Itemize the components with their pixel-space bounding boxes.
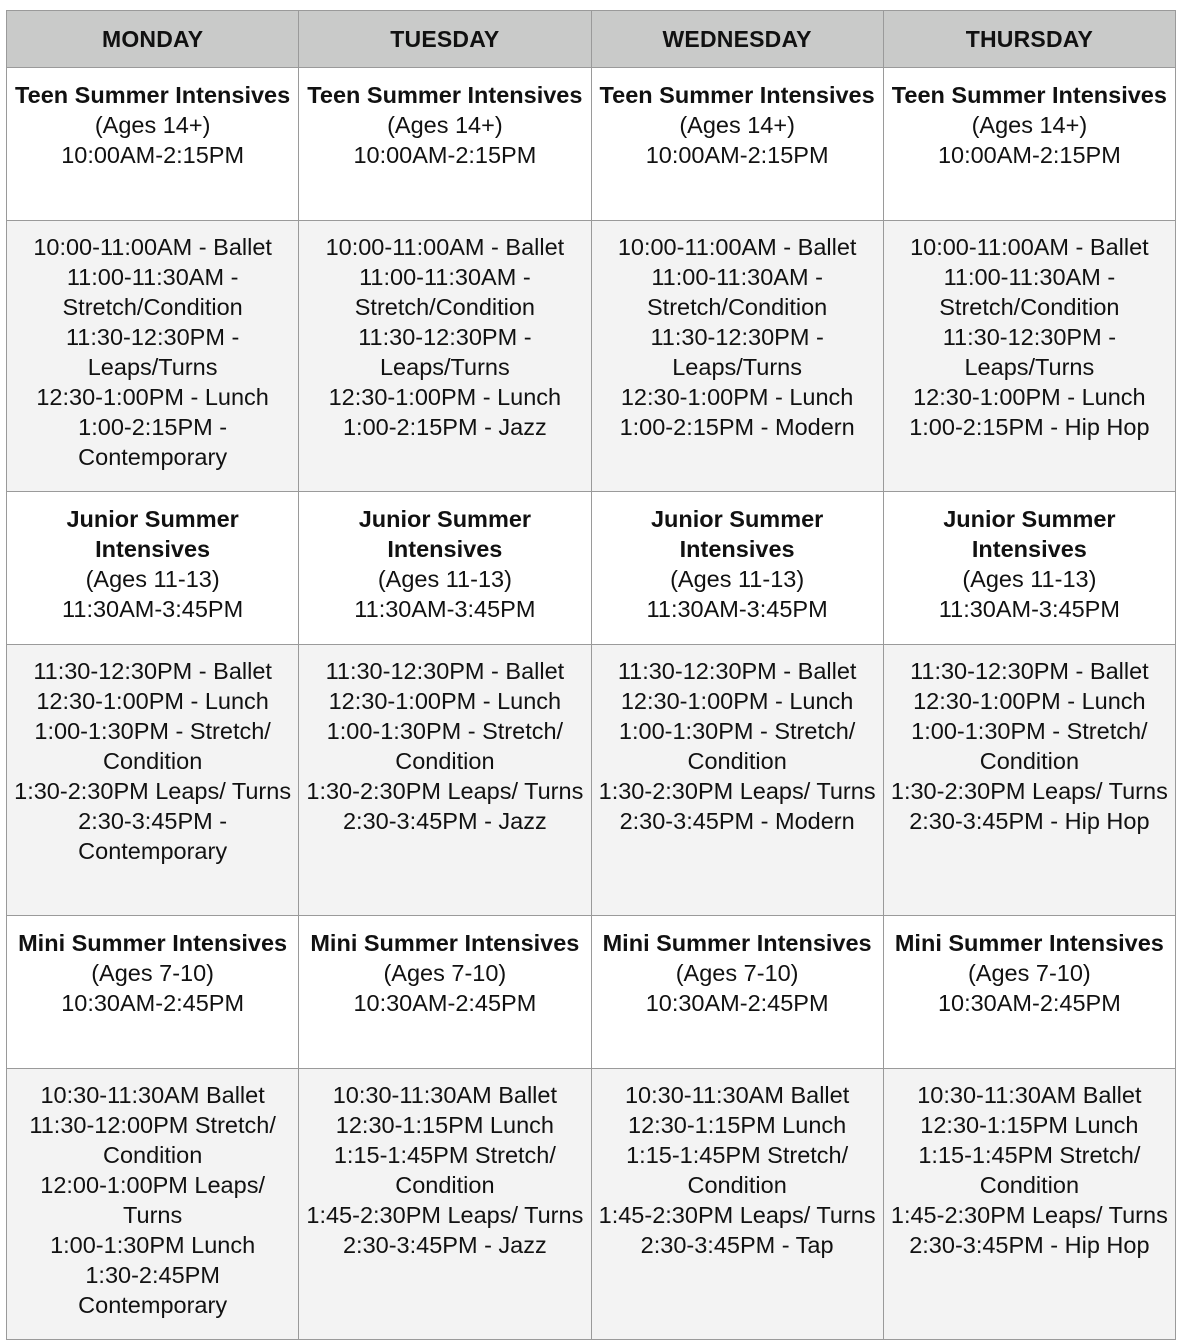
- teen-schedule-cell: [591, 221, 883, 492]
- program-name: Junior Summer Intensives: [650, 506, 824, 562]
- class-slot: 12:30-1:15PM Lunch: [628, 1112, 847, 1138]
- class-slot: 11:30-12:30PM - Ballet: [325, 658, 565, 684]
- program-time: 10:00AM-2:15PM: [353, 142, 537, 168]
- class-slot: 10:00-11:00AM - Ballet: [33, 234, 272, 260]
- class-slot: 2:30-3:45PM - Hip Hop: [909, 808, 1150, 834]
- mini-detail-row: [7, 1069, 1176, 1340]
- weekly-schedule-table: [6, 10, 1176, 1340]
- class-slot: 1:30-2:30PM Leaps/ Turns: [14, 778, 292, 804]
- program-time: 11:30AM-3:45PM: [938, 596, 1120, 622]
- class-slot: 2:30-3:45PM - Jazz: [342, 808, 547, 834]
- mini-program-row: [7, 916, 1176, 1069]
- day-header-row: [7, 11, 1176, 68]
- class-slot: 12:30-1:15PM Lunch: [335, 1112, 554, 1138]
- program-time: 11:30AM-3:45PM: [62, 596, 244, 622]
- class-slot: 11:30-12:00PM Stretch/ Condition: [29, 1112, 276, 1168]
- class-slot: 2:30-3:45PM - Jazz: [342, 1232, 547, 1258]
- class-slot: 10:30-11:30AM Ballet: [917, 1082, 1142, 1108]
- class-slot: 1:00-1:30PM - Stretch/ Condition: [326, 718, 564, 774]
- program-time: 10:30AM-2:45PM: [937, 990, 1121, 1016]
- program-ages: (Ages 7-10): [675, 960, 799, 986]
- program-ages: (Ages 7-10): [383, 960, 507, 986]
- program-name: Teen Summer Intensives: [307, 82, 583, 108]
- class-slot: 11:30-12:30PM - Leaps/Turns: [358, 324, 532, 380]
- junior-schedule-cell: [591, 645, 883, 916]
- junior-program-cell: [299, 492, 591, 645]
- class-slot: 12:30-1:00PM - Lunch: [328, 384, 562, 410]
- teen-schedule-cell: [299, 221, 591, 492]
- program-name: Teen Summer Intensives: [599, 82, 875, 108]
- class-slot: 2:30-3:45PM - Modern: [619, 808, 855, 834]
- class-slot: 10:30-11:30AM Ballet: [40, 1082, 265, 1108]
- program-ages: (Ages 11-13): [85, 566, 220, 592]
- class-slot: 2:30-3:45PM - Contemporary: [78, 808, 228, 864]
- program-ages: (Ages 14+): [387, 112, 503, 138]
- class-slot: 1:30-2:30PM Leaps/ Turns: [598, 778, 876, 804]
- program-ages: (Ages 14+): [679, 112, 795, 138]
- class-slot: 11:00-11:30AM - Stretch/Condition: [62, 264, 243, 320]
- program-name: Junior Summer Intensives: [943, 506, 1116, 562]
- program-time: 10:00AM-2:15PM: [937, 142, 1121, 168]
- program-name: Teen Summer Intensives: [891, 82, 1167, 108]
- teen-program-cell: [883, 68, 1175, 221]
- class-slot: 2:30-3:45PM - Hip Hop: [909, 1232, 1150, 1258]
- class-slot: 12:30-1:15PM Lunch: [920, 1112, 1139, 1138]
- header-tuesday: TUESDAY: [299, 11, 591, 68]
- class-slot: 10:30-11:30AM Ballet: [332, 1082, 557, 1108]
- class-slot: 11:30-12:30PM - Ballet: [617, 658, 857, 684]
- class-slot: 12:30-1:00PM - Lunch: [328, 688, 562, 714]
- class-slot: 11:00-11:30AM - Stretch/Condition: [354, 264, 536, 320]
- mini-program-cell: [883, 916, 1175, 1069]
- class-slot: 1:00-2:15PM - Modern: [619, 414, 855, 440]
- program-name: Mini Summer Intensives: [894, 930, 1164, 956]
- class-slot: 1:30-2:30PM Leaps/ Turns: [306, 778, 584, 804]
- class-slot: 10:30-11:30AM Ballet: [624, 1082, 850, 1108]
- teen-program-cell: [7, 68, 299, 221]
- class-slot: 1:15-1:45PM Stretch/ Condition: [333, 1142, 556, 1198]
- junior-schedule-cell: [7, 645, 299, 916]
- class-slot: 1:00-2:15PM - Hip Hop: [909, 414, 1150, 440]
- header-thursday: THURSDAY: [883, 11, 1175, 68]
- junior-program-cell: [591, 492, 883, 645]
- program-time: 10:30AM-2:45PM: [645, 990, 829, 1016]
- junior-detail-row: [7, 645, 1176, 916]
- teen-program-cell: [299, 68, 591, 221]
- class-slot: 11:30-12:30PM - Ballet: [33, 658, 272, 684]
- program-time: 10:30AM-2:45PM: [61, 990, 245, 1016]
- class-slot: 12:30-1:00PM - Lunch: [620, 688, 854, 714]
- program-ages: (Ages 14+): [971, 112, 1088, 138]
- program-name: Mini Summer Intensives: [18, 930, 288, 956]
- class-slot: 1:00-1:30PM - Stretch/ Condition: [618, 718, 856, 774]
- header-monday: MONDAY: [7, 11, 299, 68]
- program-name: Mini Summer Intensives: [602, 930, 872, 956]
- program-time: 11:30AM-3:45PM: [354, 596, 536, 622]
- class-slot: 2:30-3:45PM - Tap: [640, 1232, 834, 1258]
- mini-program-cell: [299, 916, 591, 1069]
- mini-schedule-cell: [299, 1069, 591, 1340]
- program-ages: (Ages 11-13): [670, 566, 805, 592]
- class-slot: 1:15-1:45PM Stretch/ Condition: [918, 1142, 1141, 1198]
- teen-detail-row: [7, 221, 1176, 492]
- mini-schedule-cell: [7, 1069, 299, 1340]
- mini-schedule-cell: [591, 1069, 883, 1340]
- class-slot: 1:45-2:30PM Leaps/ Turns: [306, 1202, 584, 1228]
- class-slot: 10:00-11:00AM - Ballet: [910, 234, 1149, 260]
- program-ages: (Ages 7-10): [967, 960, 1091, 986]
- program-ages: (Ages 11-13): [962, 566, 1097, 592]
- program-ages: (Ages 11-13): [377, 566, 512, 592]
- class-slot: 11:30-12:30PM - Leaps/Turns: [942, 324, 1117, 380]
- class-slot: 1:45-2:30PM Leaps/ Turns: [890, 1202, 1168, 1228]
- teen-program-row: [7, 68, 1176, 221]
- program-time: 10:00AM-2:15PM: [61, 142, 245, 168]
- junior-program-cell: [883, 492, 1175, 645]
- program-name: Mini Summer Intensives: [310, 930, 580, 956]
- class-slot: 1:15-1:45PM Stretch/ Condition: [626, 1142, 849, 1198]
- program-ages: (Ages 14+): [94, 112, 211, 138]
- class-slot: 1:00-1:30PM - Stretch/ Condition: [34, 718, 271, 774]
- program-time: 10:00AM-2:15PM: [645, 142, 829, 168]
- class-slot: 1:45-2:30PM Leaps/ Turns: [598, 1202, 876, 1228]
- program-name: Junior Summer Intensives: [358, 506, 532, 562]
- class-slot: 12:30-1:00PM - Lunch: [36, 384, 269, 410]
- class-slot: 1:30-2:45PM Contemporary: [78, 1262, 228, 1318]
- schedule-body: [7, 68, 1176, 1340]
- class-slot: 12:30-1:00PM - Lunch: [620, 384, 854, 410]
- program-ages: (Ages 7-10): [91, 960, 215, 986]
- mini-program-cell: [591, 916, 883, 1069]
- program-time: 10:30AM-2:45PM: [353, 990, 537, 1016]
- teen-schedule-cell: [883, 221, 1175, 492]
- class-slot: 11:00-11:30AM - Stretch/Condition: [939, 264, 1120, 320]
- program-name: Teen Summer Intensives: [15, 82, 291, 108]
- class-slot: 12:30-1:00PM - Lunch: [913, 384, 1146, 410]
- class-slot: 12:30-1:00PM - Lunch: [36, 688, 269, 714]
- program-time: 11:30AM-3:45PM: [646, 596, 828, 622]
- class-slot: 11:30-12:30PM - Leaps/Turns: [65, 324, 240, 380]
- class-slot: 1:30-2:30PM Leaps/ Turns: [890, 778, 1168, 804]
- junior-program-cell: [7, 492, 299, 645]
- class-slot: 11:30-12:30PM - Leaps/Turns: [650, 324, 824, 380]
- mini-schedule-cell: [883, 1069, 1175, 1340]
- teen-schedule-cell: [7, 221, 299, 492]
- teen-program-cell: [591, 68, 883, 221]
- junior-program-row: [7, 492, 1176, 645]
- class-slot: 1:00-2:15PM - Contemporary: [78, 414, 228, 470]
- class-slot: 10:00-11:00AM - Ballet: [617, 234, 857, 260]
- class-slot: 1:00-2:15PM - Jazz: [342, 414, 547, 440]
- mini-program-cell: [7, 916, 299, 1069]
- class-slot: 12:00-1:00PM Leaps/ Turns: [40, 1172, 265, 1228]
- program-name: Junior Summer Intensives: [66, 506, 239, 562]
- class-slot: 1:00-1:30PM Lunch: [50, 1232, 256, 1258]
- class-slot: 1:00-1:30PM - Stretch/ Condition: [911, 718, 1148, 774]
- class-slot: 10:00-11:00AM - Ballet: [325, 234, 565, 260]
- class-slot: 11:30-12:30PM - Ballet: [910, 658, 1149, 684]
- class-slot: 11:00-11:30AM - Stretch/Condition: [646, 264, 828, 320]
- class-slot: 12:30-1:00PM - Lunch: [913, 688, 1146, 714]
- junior-schedule-cell: [299, 645, 591, 916]
- header-wednesday: WEDNESDAY: [591, 11, 883, 68]
- junior-schedule-cell: [883, 645, 1175, 916]
